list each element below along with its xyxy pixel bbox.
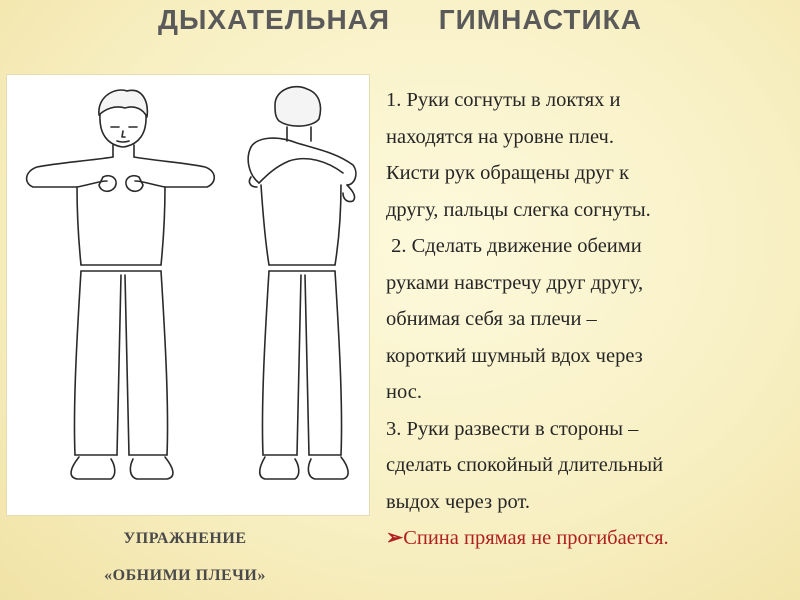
instruction-line: сделать спокойный длительный <box>386 454 664 476</box>
exercise-caption-label: УПРАЖНЕНИЕ <box>123 530 247 547</box>
instruction-line: выдох через рот. <box>386 490 531 513</box>
figure-front-view <box>27 90 215 479</box>
instruction-line: короткий шумный вдох через <box>386 344 643 367</box>
instruction-line: Кисти рук обращены друг к <box>386 162 630 184</box>
exercise-caption-name: «ОБНИМИ ПЛЕЧИ» <box>104 567 266 584</box>
instruction-line: 2. Сделать движение обеими <box>386 235 642 257</box>
page-title: ДЫХАТЕЛЬНАЯ ГИМНАСТИКА <box>158 4 642 35</box>
instruction-line: руками навстречу друг другу, <box>386 271 644 294</box>
instruction-line: другу, пальцы слегка согнуты. <box>386 198 651 221</box>
warning-line <box>386 520 796 557</box>
exercise-illustration <box>6 74 370 516</box>
instructions-text <box>386 82 796 557</box>
instruction-line: 1. Руки согнуты в локтях и <box>386 89 621 111</box>
arrow-bullet-icon: ➢ <box>386 527 404 549</box>
instruction-line: находятся на уровне плеч. <box>386 125 614 148</box>
figure-back-view <box>248 87 356 479</box>
instruction-line: обнимая себя за плечи – <box>386 308 597 330</box>
instruction-line: 3. Руки развести в стороны – <box>386 417 639 440</box>
warning-text: Спина прямая не прогибается. <box>403 527 669 549</box>
instruction-line: нос. <box>386 381 422 403</box>
